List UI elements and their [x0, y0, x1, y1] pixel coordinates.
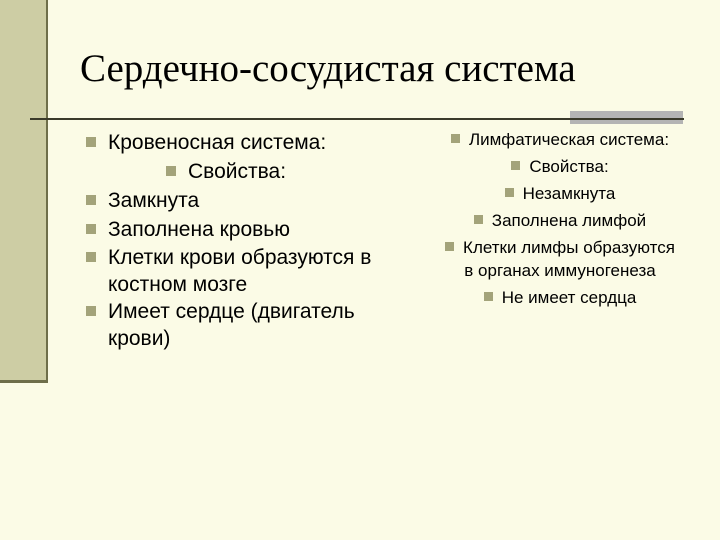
list-item: Заполнена кровью — [86, 215, 406, 244]
square-bullet-icon — [86, 137, 96, 147]
side-accent-bar — [0, 0, 46, 383]
square-bullet-icon — [86, 252, 96, 262]
left-column — [86, 128, 406, 352]
square-bullet-icon — [451, 134, 460, 143]
square-bullet-icon — [445, 242, 454, 251]
square-bullet-icon — [86, 195, 96, 205]
right-column — [440, 128, 680, 309]
side-accent-shadow — [46, 0, 48, 383]
list-item: Имеет сердце (двигатель крови) — [86, 298, 406, 352]
square-bullet-icon — [511, 161, 520, 170]
list-item: Замкнута — [86, 186, 406, 215]
title-rule-accent — [570, 111, 683, 118]
square-bullet-icon — [505, 188, 514, 197]
square-bullet-icon — [86, 224, 96, 234]
square-bullet-icon — [474, 215, 483, 224]
list-item: Незамкнута — [440, 182, 680, 205]
list-item: Не имеет сердца — [440, 286, 680, 309]
slide-title: Сердечно-сосудистая система — [80, 47, 576, 90]
side-accent-bottom — [0, 380, 48, 383]
list-item: Кровеносная система: — [86, 128, 406, 157]
list-item: Клетки крови образуются в костном мозге — [86, 244, 406, 298]
square-bullet-icon — [484, 292, 493, 301]
list-item: Свойства: — [86, 157, 406, 186]
list-item: Свойства: — [440, 155, 680, 178]
square-bullet-icon — [166, 166, 176, 176]
title-rule-accent-under — [570, 120, 683, 124]
list-item: Клетки лимфы образуются в органах иммуногенеза — [440, 236, 680, 282]
list-item: Заполнена лимфой — [440, 209, 680, 232]
list-item: Лимфатическая система: — [440, 128, 680, 151]
square-bullet-icon — [86, 306, 96, 316]
